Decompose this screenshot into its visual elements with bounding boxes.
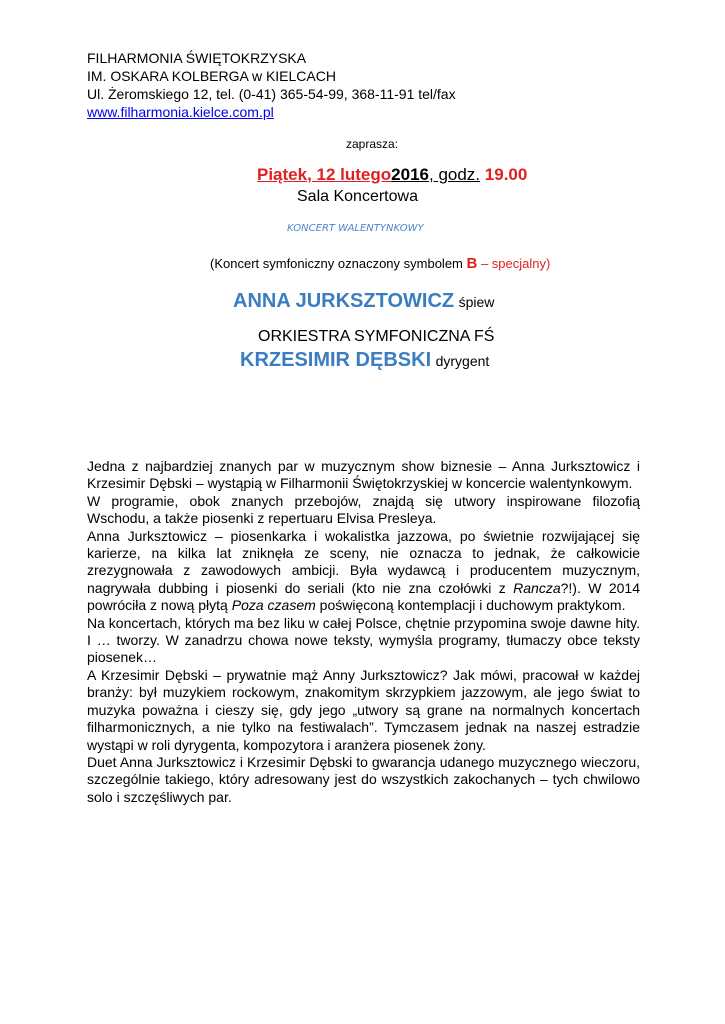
symbol-suffix: – specjalny) xyxy=(477,256,551,271)
website-link[interactable]: www.filharmonia.kielce.com.pl xyxy=(87,104,274,120)
singer-line xyxy=(233,290,494,313)
conductor-name: KRZESIMIR DĘBSKI xyxy=(240,349,432,371)
series-title: Rancza xyxy=(513,579,561,596)
event-datetime xyxy=(257,165,527,185)
organization-header xyxy=(87,49,456,121)
paragraph-3-part-c: poświęconą kontemplacji i duchowym praktykom. xyxy=(315,597,626,614)
org-name: FILHARMONIA ŚWIĘTOKRZYSKA xyxy=(87,50,307,66)
concert-name: KONCERT WALENTYNKOWY xyxy=(287,223,424,234)
conductor-role: dyrygent xyxy=(435,353,490,369)
conductor-line xyxy=(240,349,489,372)
org-address: Ul. Żeromskiego 12, tel. (0-41) 365-54-99, 368-11-91 tel/fax xyxy=(87,86,456,102)
event-time-separator: , godz. xyxy=(429,165,481,184)
event-time: 19.00 xyxy=(484,165,528,184)
concert-symbol-note xyxy=(210,255,550,272)
paragraph-3-part-a: Anna Jurksztowicz – piosenkarka i wokalistka jazzowa, po świetnie rozwijającej się karierze, na kilka lat zniknęła ze sceny, nie oznacza to jednak, że całkowicie zrezygnowała z zawodowych ambicji. Była wydawcą i producentem muzycznym, nagrywała dubbing i piosenki do seriali (kto nie zna czołówki z xyxy=(87,527,640,596)
event-hall: Sala Koncertowa xyxy=(297,188,418,205)
album-title: Poza czasem xyxy=(231,597,316,614)
paragraph-1: Jedna z najbardziej znanych par w muzycznym show biznesie – Anna Jurksztowicz i Krzesimir Dębski – wystąpią w Filharmonii Świętokrzyskiej w koncercie walentynkowym. xyxy=(87,458,640,492)
paragraph-5: A Krzesimir Dębski – prywatnie mąż Anny Jurksztowicz? Jak mówi, pracował w każdej branży: był muzykiem rockowym, znakomitym skrzypkiem jazzowym, ale jego świat to muzyka poważna i cieszy się, gdy jego „utwory są grane na normalnych koncertach filharmonicznych, a nie tylko na festiwalach”. Tymczasem jednak na naszej estradzie wystąpi w roli dyrygenta, kompozytora i aranżera piosenek żony. xyxy=(87,666,640,753)
invite-text: zaprasza: xyxy=(346,137,399,151)
paragraph-3-part-b: ?!). W 2014 powróciła z nową płytą xyxy=(87,579,640,614)
description-body xyxy=(87,458,640,806)
org-patron: IM. OSKARA KOLBERGA w KIELCACH xyxy=(87,68,336,84)
symbol-prefix: (Koncert symfoniczny oznaczony symbolem xyxy=(210,256,467,271)
symbol-letter: B xyxy=(466,255,478,272)
orchestra-name: ORKIESTRA SYMFONICZNA FŚ xyxy=(258,328,495,345)
singer-name: ANNA JURKSZTOWICZ xyxy=(233,290,455,312)
paragraph-4: Na koncertach, których ma bez liku w całej Polsce, chętnie przypomina swoje dawne hity. I … tworzy. W zanadrzu chowa nowe teksty, wymyśla programy, tłumaczy obce teksty piosenek… xyxy=(87,614,640,666)
singer-role: śpiew xyxy=(458,294,495,310)
event-date: Piątek, 12 lutego xyxy=(257,165,392,184)
paragraph-3 xyxy=(87,528,640,615)
event-year: 2016 xyxy=(391,165,429,184)
paragraph-6: Duet Anna Jurksztowicz i Krzesimir Dębski to gwarancja udanego muzycznego wieczoru, szczególnie takiego, który adresowany jest do wszystkich zakochanych – tych chwilowo solo i szczęśliwych par. xyxy=(87,753,640,805)
paragraph-2: W programie, obok znanych przebojów, znajdą się utwory inspirowane filozofią Wschodu, a także piosenki z repertuaru Elvisa Presleya. xyxy=(87,492,640,527)
